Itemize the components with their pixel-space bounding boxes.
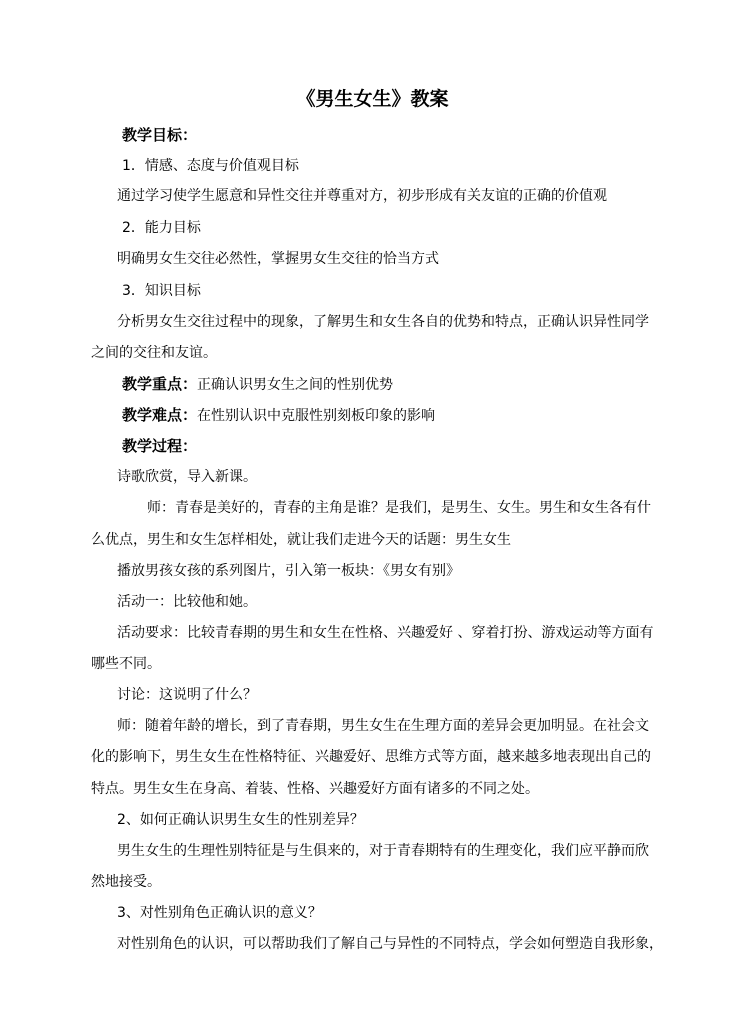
difficulty-point	[122, 406, 435, 425]
teacher-remark-2-line-1: 师：随着年龄的增长，到了青春期，男生女生在生理方面的差异会更加明显。在社会文	[117, 718, 649, 734]
teacher-remark-1-line-1: 师：青春是美好的，青春的主角是谁？是我们，是男生、女生。男生和女生各有什	[147, 500, 651, 516]
difficulty-label: 教学难点：	[122, 406, 198, 424]
teacher-remark-2-line-3: 特点。男生女生在身高、着装、性格、兴趣爱好方面有诸多的不同之处。	[91, 781, 539, 797]
process-heading: 教学过程：	[122, 437, 198, 455]
question-3-answer-line-1: 对性别角色的认识，可以帮助我们了解自己与异性的不同特点，学会如何塑造自我形象，	[117, 936, 663, 952]
objective-3-title: 3．知识目标	[122, 283, 201, 299]
objective-2-text: 明确男女生交往必然性，掌握男女生交往的恰当方式	[117, 251, 439, 267]
key-point-text: 正确认识男女生之间的性别优势	[197, 377, 394, 393]
objective-3-text-line-2: 之间的交往和友谊。	[91, 345, 217, 361]
discussion-text: 讨论：这说明了什么？	[117, 687, 257, 703]
question-3: 3、对性别角色正确认识的意义？	[117, 905, 322, 921]
intro-text: 诗歌欣赏，导入新课。	[117, 469, 257, 485]
teacher-remark-1-line-2: 么优点，男生和女生怎样相处，就让我们走进今天的话题：男生女生	[91, 532, 511, 548]
question-2-answer-line-1: 男生女生的生理性别特征是与生俱来的，对于青春期特有的生理变化，我们应平静而欣	[117, 843, 649, 859]
teacher-remark-2-line-2: 化的影响下，男生女生在性格特征、兴趣爱好、思维方式等方面，越来越多地表现出自己的	[91, 749, 651, 765]
key-point	[122, 375, 393, 394]
objective-2-title: 2．能力目标	[122, 220, 201, 236]
objectives-heading: 教学目标：	[122, 126, 198, 144]
activity-requirement-line-2: 哪些不同。	[91, 656, 161, 672]
activity-requirement-line-1: 活动要求：比较青春期的男生和女生在性格、兴趣爱好 、穿着打扮、游戏运动等方面有	[117, 625, 654, 641]
question-2: 2、如何正确认识男生女生的性别差异？	[117, 812, 364, 828]
difficulty-text: 在性别认识中克服性别刻板印象的影响	[197, 408, 436, 424]
objective-1-text: 通过学习使学生愿意和异性交往并尊重对方，初步形成有关友谊的正确的价值观	[117, 188, 607, 204]
question-2-answer-line-2: 然地接受。	[91, 874, 161, 890]
activity-1: 活动一：比较他和她。	[117, 594, 257, 610]
key-point-label: 教学重点：	[122, 375, 198, 393]
objective-1-title: 1．情感、态度与价值观目标	[122, 158, 299, 174]
objective-3-text-line-1: 分析男女生交往过程中的现象，了解男生和女生各自的优势和特点，正确认识异性同学	[117, 314, 649, 330]
pictures-text: 播放男孩女孩的系列图片，引入第一板块：《男女有别》	[117, 563, 460, 579]
document-title: 《男生女生》教案	[296, 88, 449, 110]
